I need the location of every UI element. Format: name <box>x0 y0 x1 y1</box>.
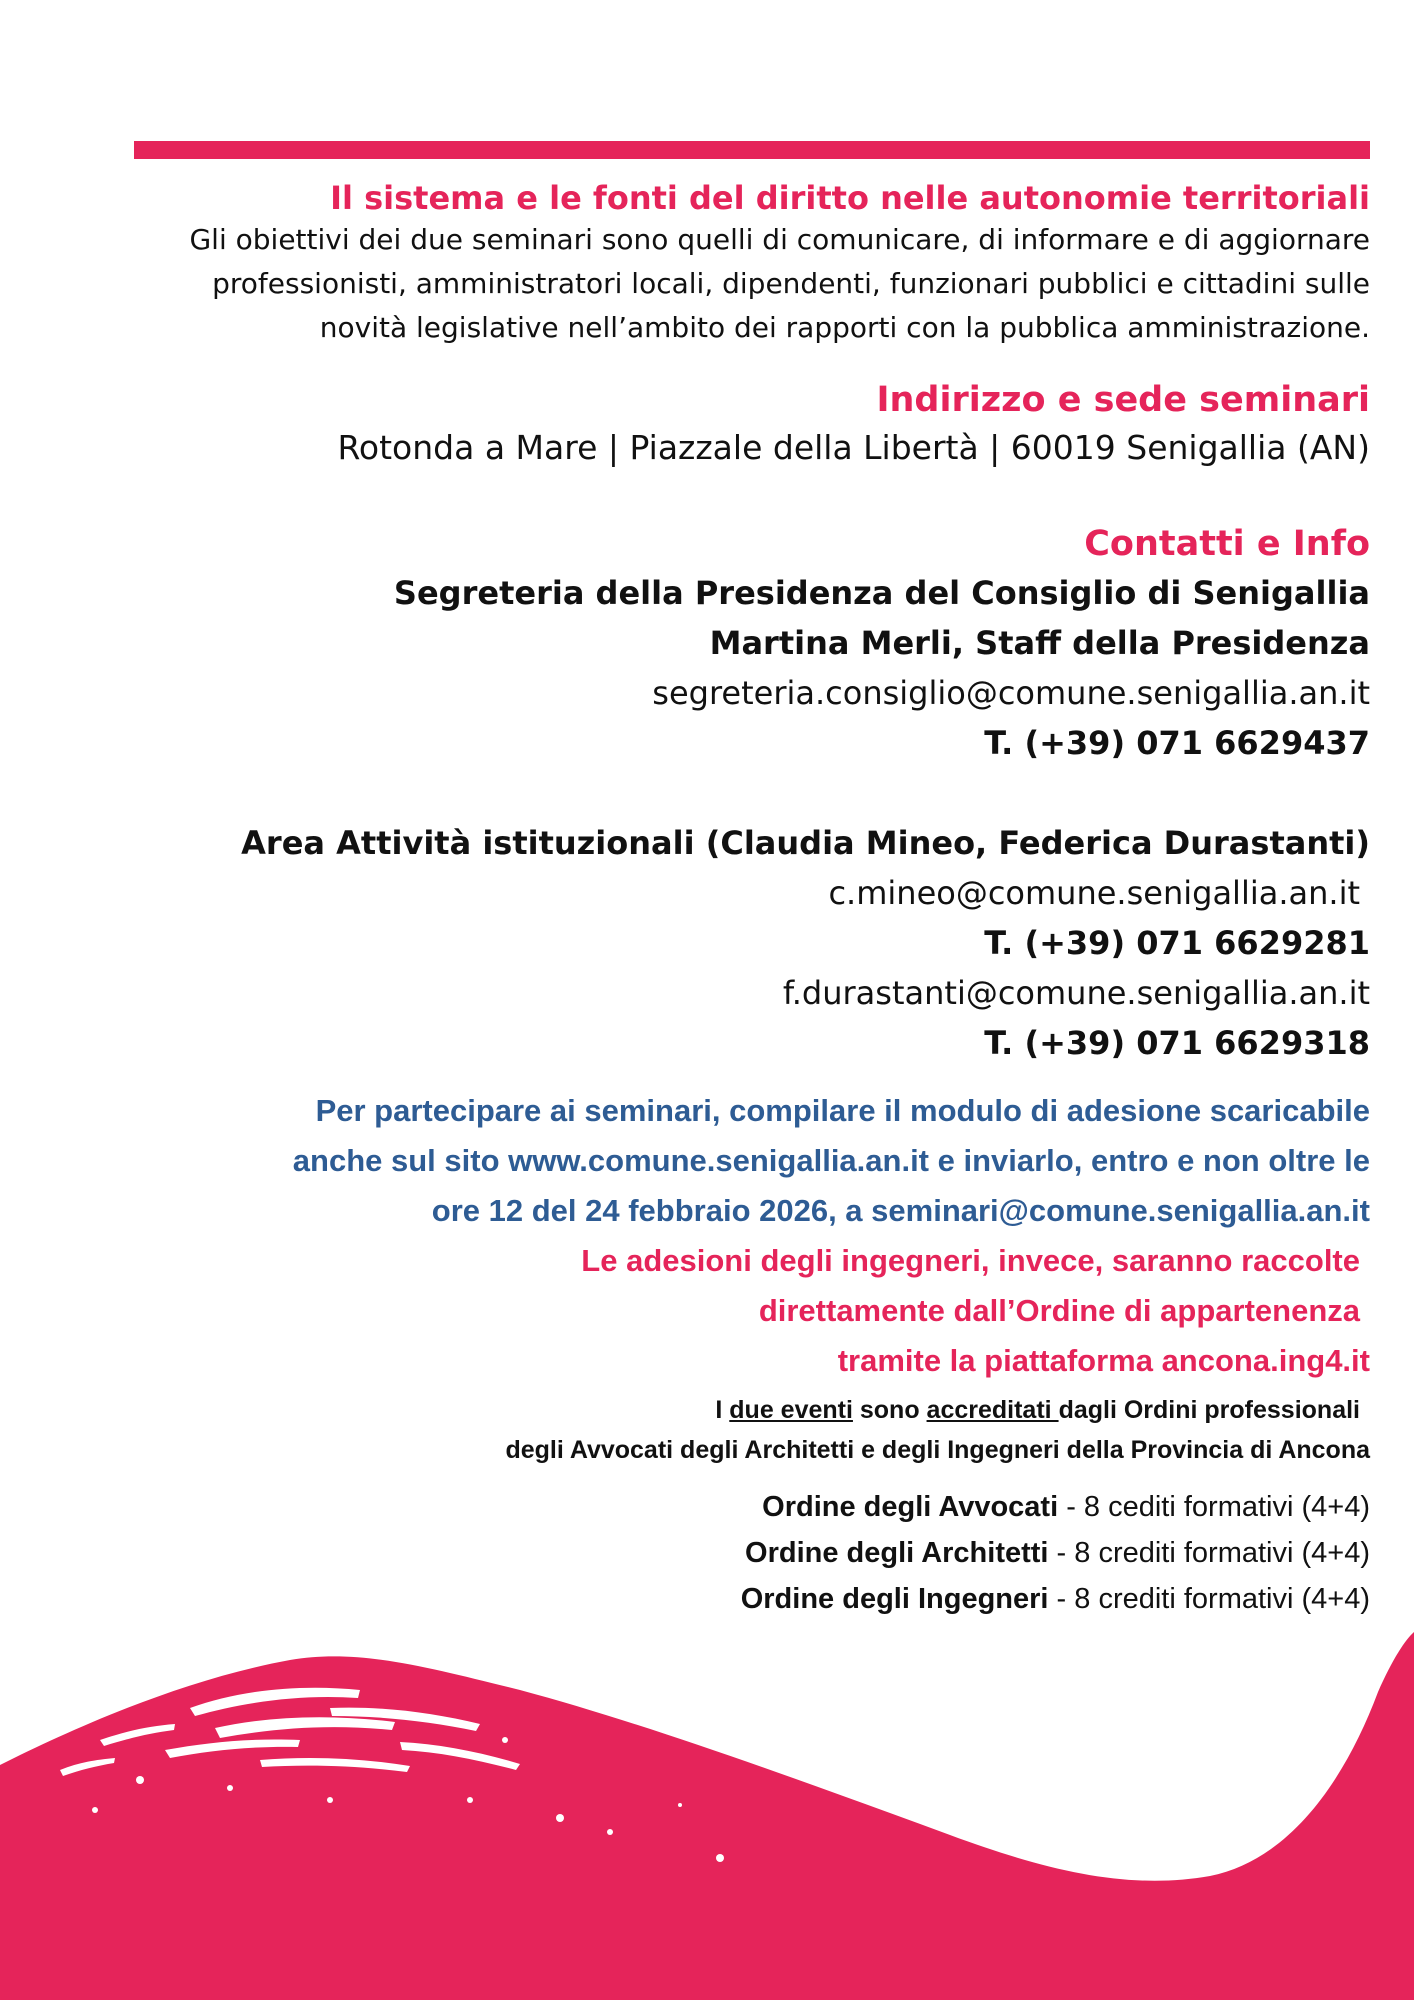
credit-order-ingegneri: Ordine degli Ingegneri <box>740 1583 1049 1615</box>
accreditation-text-c: dagli Ordini professionali <box>1058 1396 1360 1424</box>
engineers-line-2: direttamente dall’Ordine di appartenenza <box>758 1293 1360 1328</box>
credit-order-avvocati: Ordine degli Avvocati <box>762 1491 1059 1523</box>
intro-line-2: professionisti, amministratori locali, dipendenti, funzionari pubblici e cittadini sulle <box>212 267 1370 300</box>
engineers-line-3: tramite la piattaforma ancona.ing4.it <box>837 1343 1370 1378</box>
registration-block <box>50 1086 1370 1386</box>
credit-detail-ingegneri: - 8 crediti formativi (4+4) <box>1048 1583 1370 1615</box>
accreditation-block <box>50 1390 1370 1470</box>
accreditation-line-1 <box>50 1390 1370 1430</box>
segreteria-phone[interactable]: T. (+39) 071 6629437 <box>984 724 1370 762</box>
accreditation-line-2: degli Avvocati degli Architetti e degli Ingegneri della Provincia di Ancona <box>505 1436 1370 1464</box>
registration-line-3: ore 12 del 24 febbraio 2026, a seminari@comune.senigallia.an.it <box>431 1193 1370 1228</box>
venue-address: Rotonda a Mare | Piazzale della Libertà | 60019 Senigallia (AN) <box>337 428 1370 467</box>
area-email-1[interactable]: c.mineo@comune.senigallia.an.it <box>828 874 1360 912</box>
accreditation-underline-events: due eventi <box>729 1396 853 1424</box>
intro-line-3: novità legislative nell’ambito dei rapporti con la pubblica amministrazione. <box>319 311 1370 344</box>
credit-row-architetti <box>50 1530 1370 1576</box>
segreteria-person: Martina Merli, Staff della Presidenza <box>709 624 1370 662</box>
intro-line-1: Gli obiettivi dei due seminari sono quelli di comunicare, di informare e di aggiornare <box>189 223 1370 256</box>
content-column <box>50 178 1370 1622</box>
engineers-line-1: Le adesioni degli ingegneri, invece, saranno raccolte <box>581 1243 1360 1278</box>
credit-detail-avvocati: - 8 cediti formativi (4+4) <box>1058 1491 1370 1523</box>
credit-detail-architetti: - 8 crediti formativi (4+4) <box>1048 1537 1370 1569</box>
credit-row-avvocati <box>50 1484 1370 1530</box>
credit-row-ingegneri <box>50 1576 1370 1622</box>
credits-list <box>50 1484 1370 1622</box>
area-name: Area Attività istituzionali (Claudia Mineo, Federica Durastanti) <box>241 824 1370 862</box>
accreditation-text-b: sono <box>852 1396 927 1424</box>
decorative-wave <box>0 1620 1414 2000</box>
registration-line-2: anche sul sito www.comune.senigallia.an.it e inviarlo, entro e non oltre le <box>292 1143 1370 1178</box>
registration-line-1: Per partecipare ai seminari, compilare il modulo di adesione scaricabile <box>315 1093 1370 1128</box>
intro-title: Il sistema e le fonti del diritto nelle autonomie territoriali <box>330 179 1370 217</box>
area-phone-1[interactable]: T. (+39) 071 6629281 <box>984 924 1370 962</box>
segreteria-email[interactable]: segreteria.consiglio@comune.senigallia.an.it <box>652 674 1370 712</box>
top-accent-bar <box>134 141 1370 159</box>
segreteria-name: Segreteria della Presidenza del Consiglio di Senigallia <box>393 574 1370 612</box>
accreditation-text-a: I <box>715 1396 730 1424</box>
area-phone-2[interactable]: T. (+39) 071 6629318 <box>984 1024 1370 1062</box>
credit-order-architetti: Ordine degli Architetti <box>745 1537 1049 1569</box>
accreditation-underline-accredited: accreditati <box>926 1396 1059 1424</box>
venue-title: Indirizzo e sede seminari <box>876 380 1370 420</box>
area-email-2[interactable]: f.durastanti@comune.senigallia.an.it <box>782 974 1370 1012</box>
contacts-title: Contatti e Info <box>1084 524 1370 564</box>
